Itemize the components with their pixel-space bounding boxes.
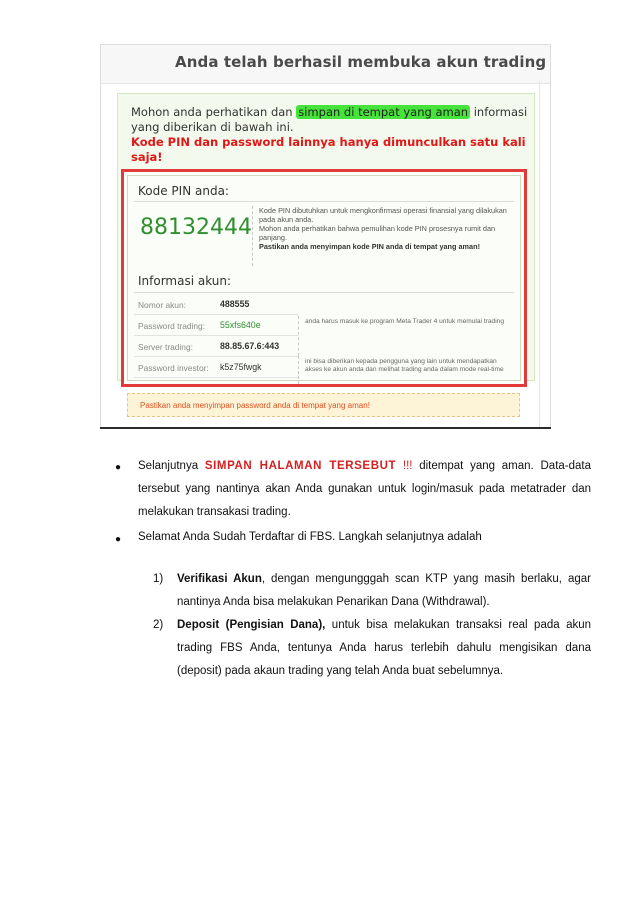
step-2: [177, 614, 591, 683]
account-key: Password investor:: [138, 363, 209, 373]
trading-note: anda harus masuk ke program Meta Trader 4 untuk memulai trading: [298, 316, 508, 356]
notice-prefix: Mohon anda perhatikan dan: [131, 105, 297, 119]
account-row: [134, 336, 298, 357]
account-table: [134, 294, 298, 378]
divider: [100, 427, 551, 429]
account-label: Informasi akun:: [138, 274, 232, 288]
pin-label: Kode PIN anda:: [138, 184, 229, 198]
divider: [134, 201, 514, 202]
step-title: Verifikasi Akun: [177, 573, 262, 585]
account-key: Nomor akun:: [138, 300, 186, 310]
bullet-icon: ●: [115, 462, 122, 473]
account-key: Server trading:: [138, 342, 193, 352]
pin-value: 88132444: [140, 215, 252, 240]
credentials-box: [121, 169, 527, 387]
pin-info: [252, 206, 514, 266]
account-row: [134, 315, 298, 336]
text: Selanjutnya: [138, 460, 205, 472]
account-value: k5z75fwgk: [220, 362, 262, 372]
step-number: 2): [153, 619, 164, 631]
emphasis: SIMPAN HALAMAN TERSEBUT: [204, 460, 397, 472]
account-row: [134, 357, 298, 378]
step-number: 1): [153, 573, 164, 585]
pin-info-3: Pastikan anda menyimpan kode PIN anda di tempat yang aman!: [259, 242, 480, 251]
account-key: Password trading:: [138, 321, 206, 331]
screenshot-header: [101, 45, 550, 84]
pin-info-1: Kode PIN dibutuhkan untuk mengkonfirmasi operasi finansial yang dilakukan pada akun anda.: [259, 206, 507, 224]
investor-note: ini bisa diberikan kepada pengguna yang lain untuk mendapatkan akses ke akun anda dan melihat trading anda dalam mode real-time: [298, 356, 508, 384]
account-row: [134, 294, 298, 315]
step-text: untuk bisa melakukan transaksi real pada akun trading FBS Anda, tentunya Anda harus terlebih dahulu mengisikan dana (deposit) pada akaun trading yang telah Anda buat sebelumnya.: [177, 619, 592, 677]
emphasis-bang: !!!: [396, 460, 413, 472]
step-text: , dengan mengungggah scan KTP yang masih berlaku, agar nantinya Anda bisa melakukan Penarikan Dana (Withdrawal).: [177, 573, 591, 608]
paragraph-registered: Selamat Anda Sudah Terdaftar di FBS. Langkah selanjutnya adalah: [138, 531, 482, 543]
pin-info-2: Mohon anda perhatikan bahwa pemulihan kode PIN prosesnya rumit dan panjang.: [259, 224, 496, 242]
account-value: 488555: [220, 299, 250, 309]
credentials-inner: [127, 175, 521, 381]
text: ditempat yang aman. Data-data tersebut yang nantinya akan Anda gunakan untuk login/masuk pada metatrader dan melakukan transakasi trading.: [138, 460, 592, 518]
notice-warning: Kode PIN dan password lainnya hanya dimunculkan satu kali saja!: [131, 135, 526, 164]
divider: [539, 81, 540, 427]
notice-text: [131, 105, 531, 165]
bullet-icon: ●: [115, 534, 122, 545]
step-1: [177, 568, 591, 614]
account-value: 88.85.67.6:443: [220, 341, 280, 351]
account-value: 55xfs640e: [220, 320, 261, 330]
step-title: Deposit (Pengisian Dana),: [177, 619, 326, 631]
paragraph-save: [138, 455, 591, 524]
account-screenshot: [100, 44, 551, 428]
notice-highlight: simpan di tempat yang aman: [298, 105, 469, 119]
divider: [134, 292, 514, 293]
screenshot-title: Anda telah berhasil membuka akun trading: [175, 53, 547, 71]
notice-suffix: informasi yang diberikan di bawah ini.: [131, 105, 528, 134]
footer-notice: Pastikan anda menyimpan password anda di tempat yang aman!: [127, 393, 520, 417]
